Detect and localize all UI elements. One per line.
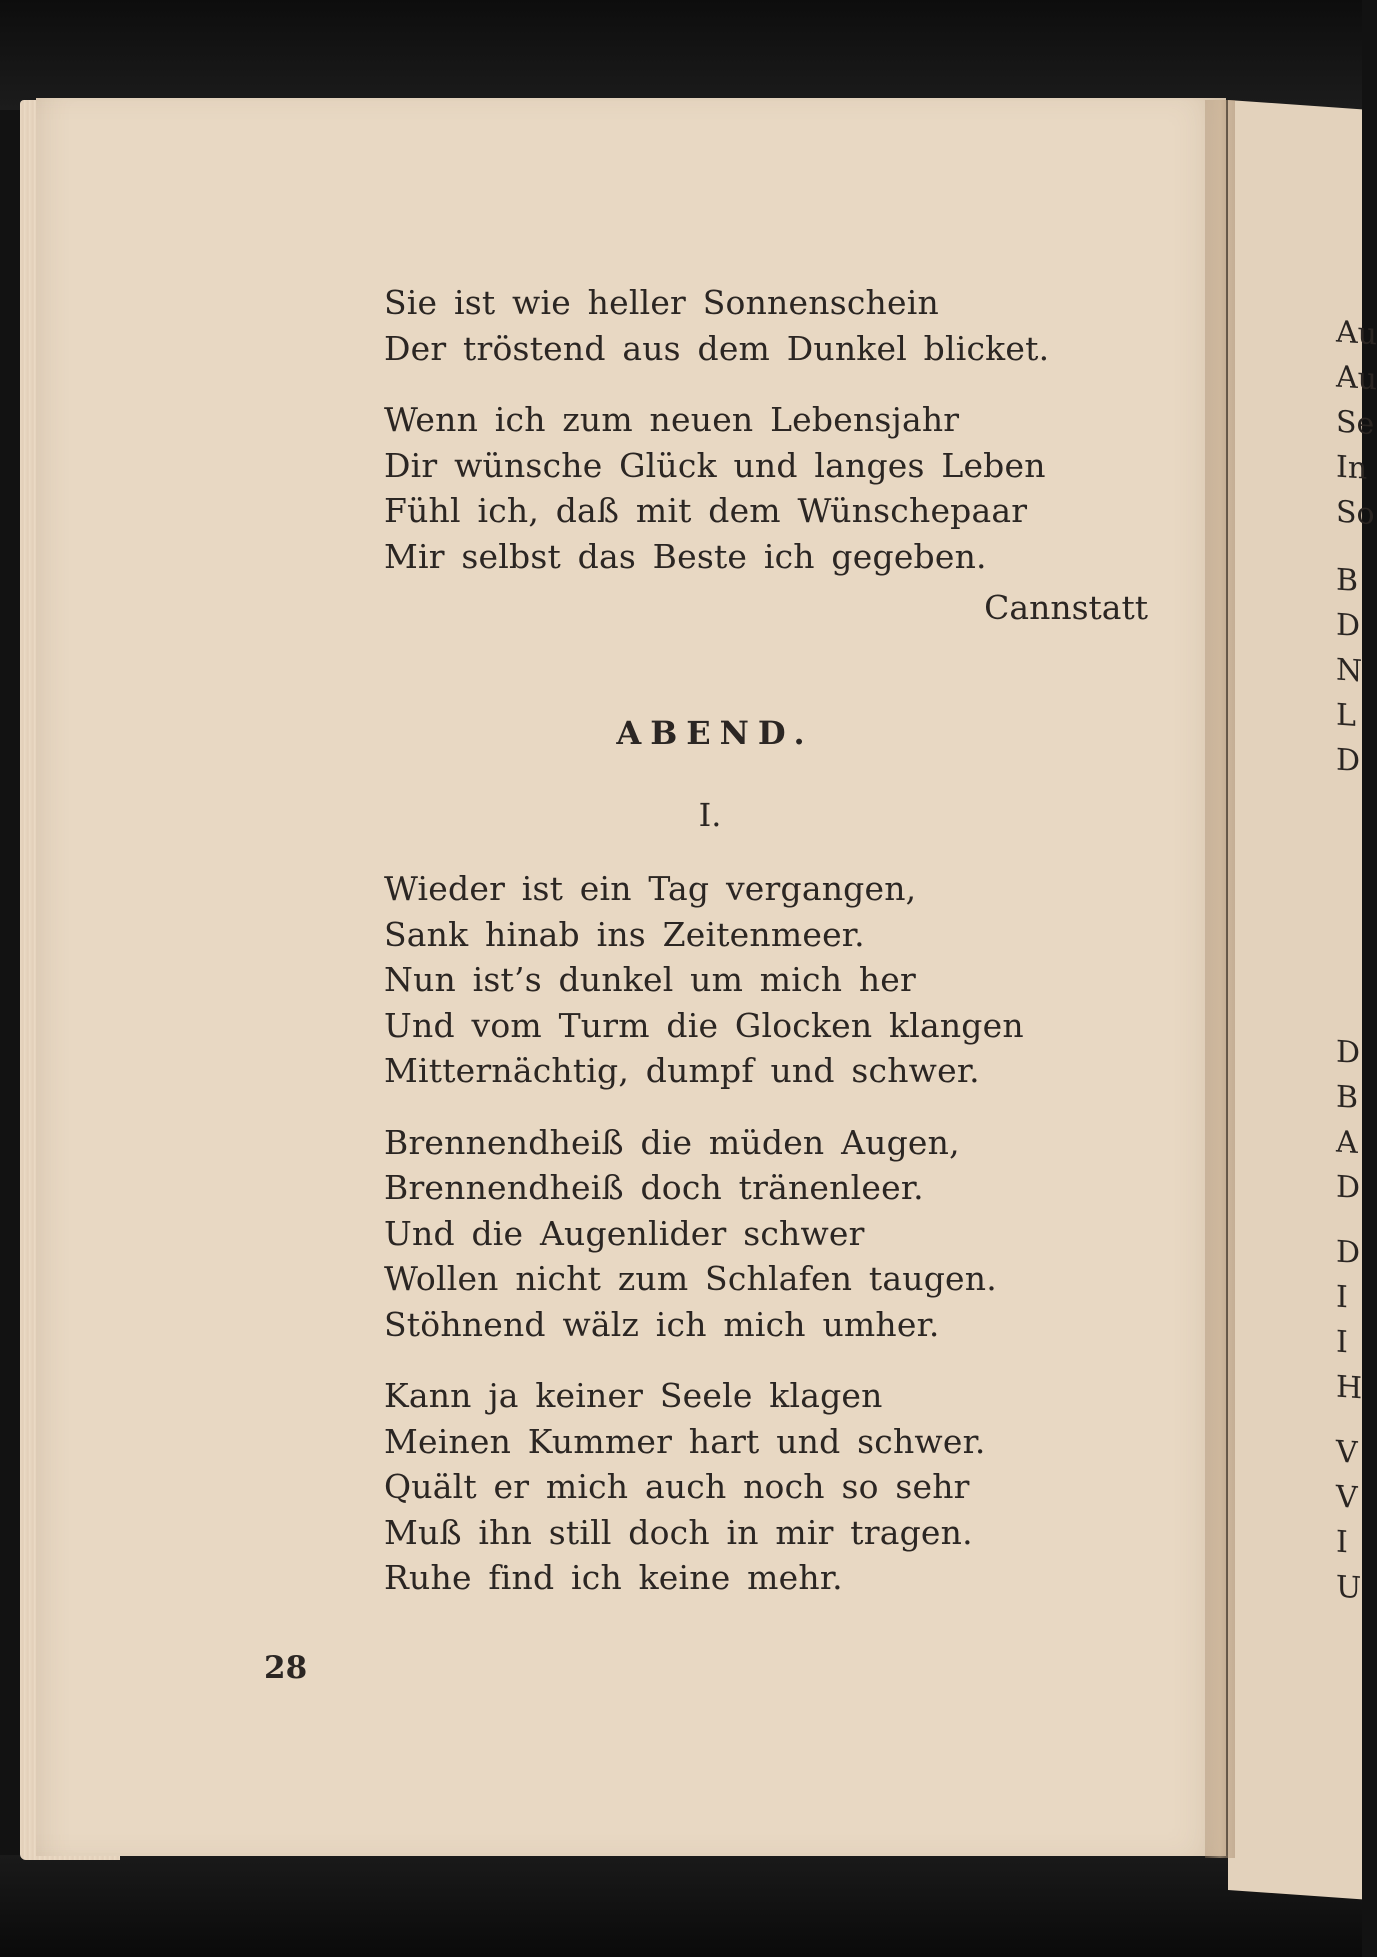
stanza	[384, 397, 1164, 579]
verse-line: Muß ihn still doch in mir tragen.	[384, 1512, 973, 1552]
verse-line: Sie ist wie heller Sonnenschein	[384, 283, 939, 322]
facing-letter: I	[1336, 1324, 1348, 1361]
verse-line: Kann ja keiner Seele klagen	[384, 1376, 883, 1415]
page-number: 28	[264, 1650, 308, 1686]
facing-letter: D	[1336, 607, 1361, 645]
facing-letter: V	[1336, 1479, 1358, 1517]
verse-line: Brennendheiß die müden Augen,	[384, 1122, 960, 1162]
closing-verses	[384, 280, 1164, 605]
verse-line: Dir wünsche Glück und langes Leben	[384, 445, 1046, 485]
facing-letter: D	[1336, 1034, 1361, 1072]
facing-letter: D	[1336, 1234, 1361, 1272]
facing-letter: N	[1336, 652, 1363, 690]
verse-line: Wenn ich zum neuen Lebensjahr	[384, 400, 960, 439]
facing-letter: Au	[1336, 314, 1377, 353]
verse-line: Wieder ist ein Tag vergangen,	[384, 869, 917, 908]
facing-letter: I	[1336, 1279, 1348, 1316]
verse-line: Quält er mich auch noch so sehr	[384, 1467, 970, 1506]
verse-line: Der tröstend aus dem Dunkel blicket.	[384, 328, 1050, 368]
verse-line: Fühl ich, daß mit dem Wünschepaar	[384, 491, 1028, 530]
facing-letter: B	[1336, 1079, 1359, 1117]
facing-letter: L	[1336, 697, 1356, 734]
verse-line: Und vom Turm die Glocken klangen	[384, 1005, 1024, 1045]
verse-line: Brennendheiß doch tränenleer.	[384, 1168, 924, 1207]
verse-line: Sank hinab ins Zeitenmeer.	[384, 914, 865, 954]
verse-line: Nun ist’s dunkel um mich her	[384, 960, 917, 999]
stanza	[384, 280, 1164, 371]
stanza	[384, 1373, 1164, 1601]
verse-line: Stöhnend wälz ich mich umher.	[384, 1304, 940, 1344]
poem-body	[384, 866, 1164, 1627]
facing-letter: U	[1336, 1569, 1362, 1607]
facing-letter: Au	[1336, 359, 1377, 398]
verse-line: Wollen nicht zum Schlafen taugen.	[384, 1259, 997, 1298]
facing-letter: In	[1336, 449, 1368, 487]
facing-letter: A	[1336, 1124, 1358, 1162]
facing-letter: V	[1336, 1434, 1358, 1472]
facing-letter: B	[1336, 562, 1359, 600]
verse-line: Und die Augenlider schwer	[384, 1213, 865, 1253]
verse-line: Ruhe find ich keine mehr.	[384, 1558, 843, 1597]
dark-backdrop-bottom	[0, 1855, 1362, 1957]
facing-letter: H	[1336, 1369, 1363, 1407]
stanza	[384, 866, 1164, 1094]
facing-letter: D	[1336, 742, 1361, 780]
facing-letter: I	[1336, 1524, 1348, 1561]
facing-letter: Se	[1336, 404, 1375, 443]
verse-line: Mir selbst das Beste ich gegeben.	[384, 536, 987, 576]
place-signature: Cannstatt	[984, 588, 1148, 627]
section-number: I.	[698, 796, 722, 834]
facing-page-letters	[1228, 100, 1377, 1899]
dark-backdrop-top	[0, 0, 1362, 110]
facing-page	[1228, 100, 1377, 1899]
verse-line: Meinen Kummer hart und schwer.	[384, 1421, 986, 1461]
poem-title: ABEND.	[616, 714, 814, 752]
facing-letter: So	[1336, 494, 1375, 533]
verse-line: Mitternächtig, dumpf und schwer.	[384, 1051, 980, 1090]
facing-letter: D	[1336, 1169, 1361, 1207]
stanza	[384, 1120, 1164, 1348]
book-gutter	[1205, 100, 1235, 1858]
